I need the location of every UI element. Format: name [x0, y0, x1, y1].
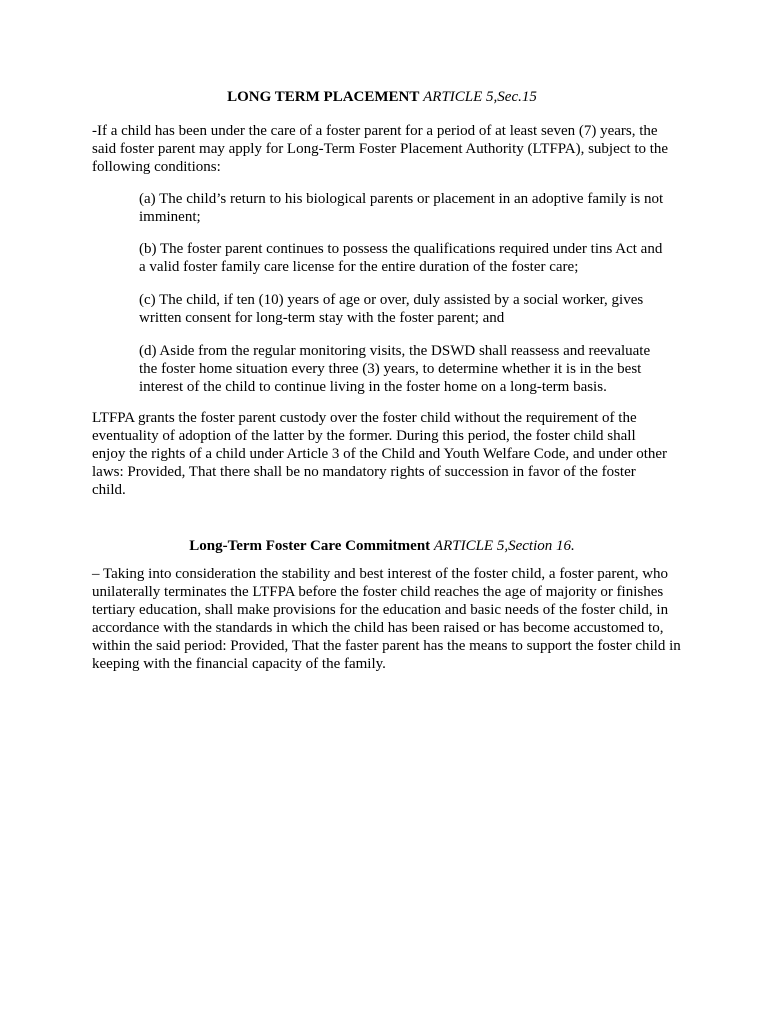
intro-paragraph: -If a child has been under the care of a foster parent for a period of at least seven (7) years, the said foster parent may apply for Long-Term Foster Placement Authority (LTFPA), subject to the following conditions: — [92, 123, 669, 175]
heading-title: LONG TERM PLACEMENT — [227, 89, 420, 105]
heading-title: Long-Term Foster Care Commitment — [189, 538, 431, 554]
condition-c: (c) The child, if ten (10) years of age or over, duly assisted by a social worker, gives written consent for long-term stay with the foster parent; and — [139, 292, 644, 326]
condition-a: (a) The child’s return to his biological parents or placement in an adoptive family is not imminent; — [139, 191, 664, 225]
condition-b: (b) The foster parent continues to possess the qualifications required under tins Act and a valid foster family care license for the entire duration of the foster care; — [139, 241, 663, 275]
section-heading-long-term-placement — [92, 88, 672, 106]
heading-article-ref: ARTICLE 5,Section 16. — [433, 538, 575, 554]
section-heading-foster-care-commitment — [92, 537, 672, 555]
heading-article-ref: ARTICLE 5,Sec.15 — [423, 89, 537, 105]
condition-d: (d) Aside from the regular monitoring visits, the DSWD shall reassess and reevaluate the foster home situation every three (3) years, to determine whether it is in the best interest of the child to continue living in the foster home on a long-term basis. — [139, 343, 651, 395]
ltfpa-paragraph: LTFPA grants the foster parent custody over the foster child without the requirement of the eventuality of adoption of the latter by the former. During this period, the foster child shall enjoy the rights of a child under Article 3 of the Child and Youth Welfare Code, and under other laws: Provided, That there shall be no mandatory rights of succession in favor of the foster child. — [92, 410, 668, 498]
commitment-paragraph: – Taking into consideration the stability and best interest of the foster child, a foster parent, who unilaterally terminates the LTFPA before the foster child reaches the age of majority or finishes tertiary education, shall make provisions for the education and basic needs of the foster child, in accordance with the standards in which the child has been raised or has become accustomed to, within the said period: Provided, That the faster parent has the means to support the foster child in keeping with the financial capacity of the family. — [92, 566, 681, 672]
